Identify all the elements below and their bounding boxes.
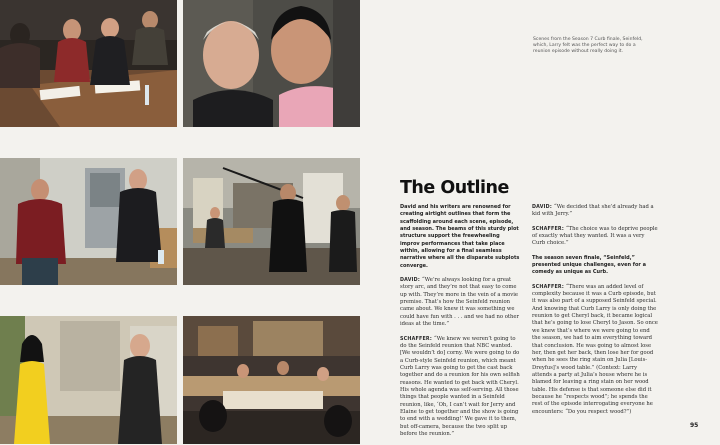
quote-paragraph (400, 277, 521, 328)
quote-text: “The choice was to deprive people of exactly what they wanted. It was a very Curb choice.” (532, 225, 658, 247)
left-text-column (400, 204, 521, 445)
speaker-label: DAVID: (532, 205, 552, 210)
speaker-label: DAVID: (400, 278, 420, 284)
quote-paragraph (532, 226, 658, 248)
quote-text: “There was an added level of complexity because it was a Curb episode, but it was also part of a supposed Seinfeld special. And knowing that Curb Larry is only doing the reunion to get Cheryl back, it became logical that he’s going to lose Cheryl to Jason. So once we knew that’s where we were going to end the season, we had to aim everything toward that conclusion. He was going to almost lose her, then get her back, then lose her for good when he sees the ring stain on Julia [Louis-Dreyfus]’s wood table.” (Context: Larry attends a party at Julia’s house where he is blamed for leaving a ring stain on her wood table. His defense is that someone else did it because he “respects wood”; he spends the rest of the episode interrogating everyone he encounters: “Do you respect wood?”) (532, 283, 658, 415)
table-read-photo (0, 0, 177, 127)
party-scene-photo (0, 316, 177, 444)
film-crew-photo (183, 158, 360, 285)
quote-paragraph (532, 204, 658, 219)
right-text-column (532, 204, 658, 423)
quote-text: “We decided that she’d already had a kid with Jerry.” (532, 204, 654, 218)
speaker-label: SCHAFFER: (532, 284, 564, 290)
section-lead: The season seven finale, “Seinfeld,” presented unique challenges, even for a comedy as unique as Curb. (532, 254, 646, 276)
restaurant-set-photo (183, 316, 360, 444)
intro-paragraph: David and his writers are renowned for creating airtight outlines that form the scaffolding around each scene, episode, and season. The beams of this sturdy plot structure support the freewheeling improv performances that take place within, allowing for a final seamless narrative where all the disparate subplots converge. (400, 204, 520, 269)
page-title: The Outline (400, 178, 509, 198)
photo-caption: Scenes from the Season 7 Curb finale, Seinfeld, which, Larry felt was the perfect way to do a reunion episode without really doing it. (533, 37, 643, 54)
quote-paragraph (532, 284, 658, 416)
quote-paragraph (400, 336, 521, 439)
apartment-scene-photo (0, 158, 177, 285)
quote-text: “We’re always looking for a great story arc, and they’re not that easy to come up with. They’re more in the vein of a movie premise. That’s how the Seinfeld reunion came about. We knew it was something we could have fun with . . . and we had no other ideas at the time.” (400, 277, 519, 328)
page-number: 95 (690, 422, 699, 429)
speaker-label: SCHAFFER: (400, 336, 432, 342)
speaker-label: SCHAFFER: (532, 226, 564, 232)
quote-text: “We knew we weren’t going to do the Seinfeld reunion that NBC wanted. [We wouldn’t do] corny. We were going to do a Curb-style Seinfeld reunion, which meant Curb Larry was going to get the cast back together and do a reunion for his own selfish reasons. He wanted to get back with Cheryl. His whole agenda was self-serving. All those things that people wanted in a Seinfeld reunion, like, ‘Oh, I can’t wait for Jerry and Elaine to get together and the show is going to end with a wedding!’ We gave it to them, but off-camera, because the two split up before the reunion.” (400, 335, 520, 437)
closeup-photo (183, 0, 360, 127)
